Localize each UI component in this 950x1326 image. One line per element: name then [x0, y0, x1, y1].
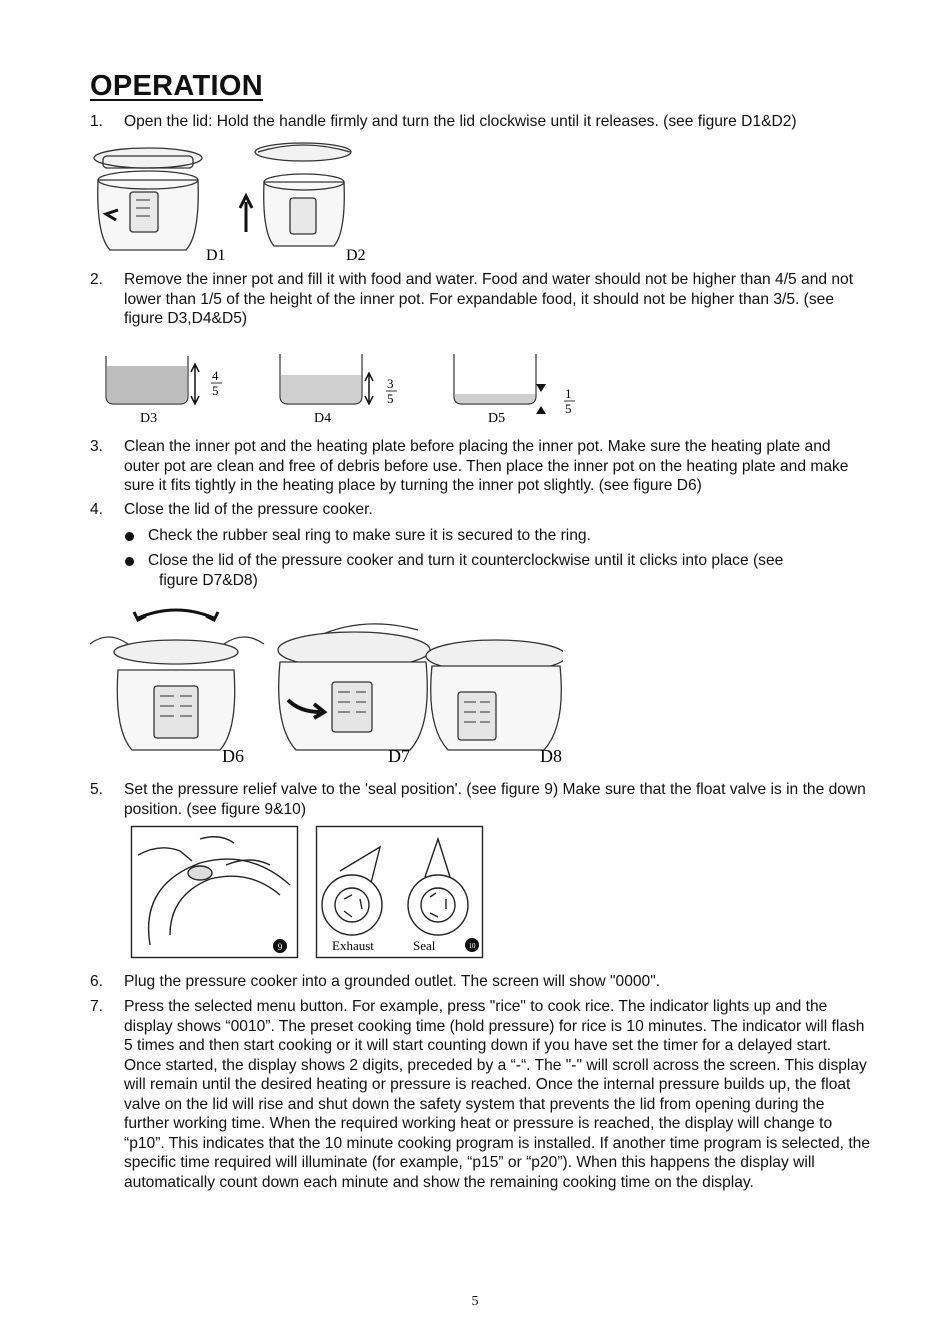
step-2 — [90, 270, 870, 329]
page-title: OPERATION — [90, 70, 263, 102]
step-1 — [90, 112, 870, 132]
step-5 — [90, 780, 870, 819]
bullet-text-continued: figure D7&D8) — [159, 571, 258, 589]
step-4 — [90, 500, 870, 520]
bullet-text: Close the lid of the pressure cooker and turn it counterclockwise until it clicks into place (see — [148, 552, 784, 569]
figure-d6-d7-d8 — [88, 600, 563, 768]
cooker-lid-lifted-illustration — [240, 143, 351, 246]
fraction-denominator: 5 — [565, 401, 572, 416]
bullet-item — [125, 551, 865, 590]
figure-label-d4: D4 — [314, 411, 332, 426]
figure-label-d5: D5 — [488, 411, 506, 426]
badge-10-label: 10 — [468, 942, 476, 950]
bullet-dot — [125, 557, 134, 566]
pressure-valve-illustration — [132, 827, 298, 958]
figure-label-d1: D1 — [206, 247, 226, 264]
page-number: 5 — [471, 1294, 479, 1309]
figure-label-d3: D3 — [140, 411, 158, 426]
step-number: 3. — [90, 438, 104, 455]
lid-locked-illustration — [426, 640, 563, 750]
bullet-item — [125, 526, 865, 546]
figure-d3-d4-d5 — [100, 350, 600, 426]
fraction-denominator: 5 — [387, 391, 394, 406]
step-number: 2. — [90, 271, 104, 288]
inner-pot-expandable-fill — [280, 354, 373, 404]
figure-label-d6: D6 — [222, 746, 244, 766]
inner-pot-min-fill — [454, 354, 546, 414]
lid-closing-illustration — [278, 624, 430, 750]
step-number: 1. — [90, 113, 104, 130]
bullet-dot — [125, 532, 134, 541]
fraction-denominator: 5 — [212, 383, 219, 398]
step-text: Clean the inner pot and the heating plate before placing the inner pot. Make sure the heating plate and outer pot are clean and free of debris before use. Then place the inner pot on the heating plate and make sure it fits tightly in the heating place by turning the inner pot slightly. (see figure D6) — [124, 438, 849, 494]
exhaust-label: Exhaust — [332, 938, 374, 953]
fraction-numerator: 3 — [387, 376, 394, 391]
step-number: 5. — [90, 781, 104, 798]
inner-pot-placement-illustration — [90, 610, 264, 750]
step-text: Close the lid of the pressure cooker. — [124, 501, 373, 518]
figure-d1-d2 — [88, 140, 368, 265]
inner-pot-max-fill — [106, 356, 199, 404]
step-text: Set the pressure relief valve to the 'seal position'. (see figure 9) Make sure that the float valve is in the down position. (see figure 9&10) — [124, 781, 866, 818]
step-7 — [90, 997, 870, 1192]
step-text: Plug the pressure cooker into a grounded outlet. The screen will show "0000". — [124, 973, 661, 990]
fraction-numerator: 1 — [565, 386, 572, 401]
figure-label-d8: D8 — [540, 746, 562, 766]
step-text: Open the lid: Hold the handle firmly and turn the lid clockwise until it releases. (see figure D1&D2) — [124, 113, 797, 130]
bullet-text: Check the rubber seal ring to make sure it is secured to the ring. — [148, 527, 591, 544]
step-number: 7. — [90, 998, 104, 1015]
fraction-numerator: 4 — [212, 368, 219, 383]
figure-9-10 — [130, 825, 485, 961]
figure-label-d2: D2 — [346, 247, 366, 264]
cooker-open-lid-illustration — [94, 148, 202, 250]
figure-label-d7: D7 — [388, 746, 410, 766]
step-text: Remove the inner pot and fill it with food and water. Food and water should not be higher than 4/5 and not lower than 1/5 of the height of the inner pot. For expandable food, it should not be higher than 3/5. (see figure D3,D4&D5) — [124, 271, 854, 327]
seal-label: Seal — [413, 938, 436, 953]
step-3 — [90, 437, 870, 496]
step-number: 6. — [90, 973, 104, 990]
step-text: Press the selected menu button. For example, press "rice" to cook rice. The indicator lights up and the display shows “0010”. The preset cooking time (hold pressure) for rice is 10 minutes. The indicator will flash 5 times and then start cooking or it will start counting down if you have set the timer for a delayed start. Once started, the display shows 2 digits, preceded by a “-“. The "-" will scroll across the screen. This display will remain until the desired heating or pressure is reached. Once the internal pressure builds up, the float valve on the lid will rise and shut down the safety system that prevents the lid from opening during the further working time. When the required working heat or pressure is reached, the display will change to “p10”. This indicates that the 10 minute cooking program is installed. If another time program is selected, the specific time required will illuminate (for example, “p15” or “p20”). When this happens the display will automatically count down each minute and show the remaining cooking time on the display. — [124, 998, 870, 1191]
step-6 — [90, 972, 870, 992]
badge-9-label: 9 — [277, 942, 283, 952]
step-number: 4. — [90, 501, 104, 518]
